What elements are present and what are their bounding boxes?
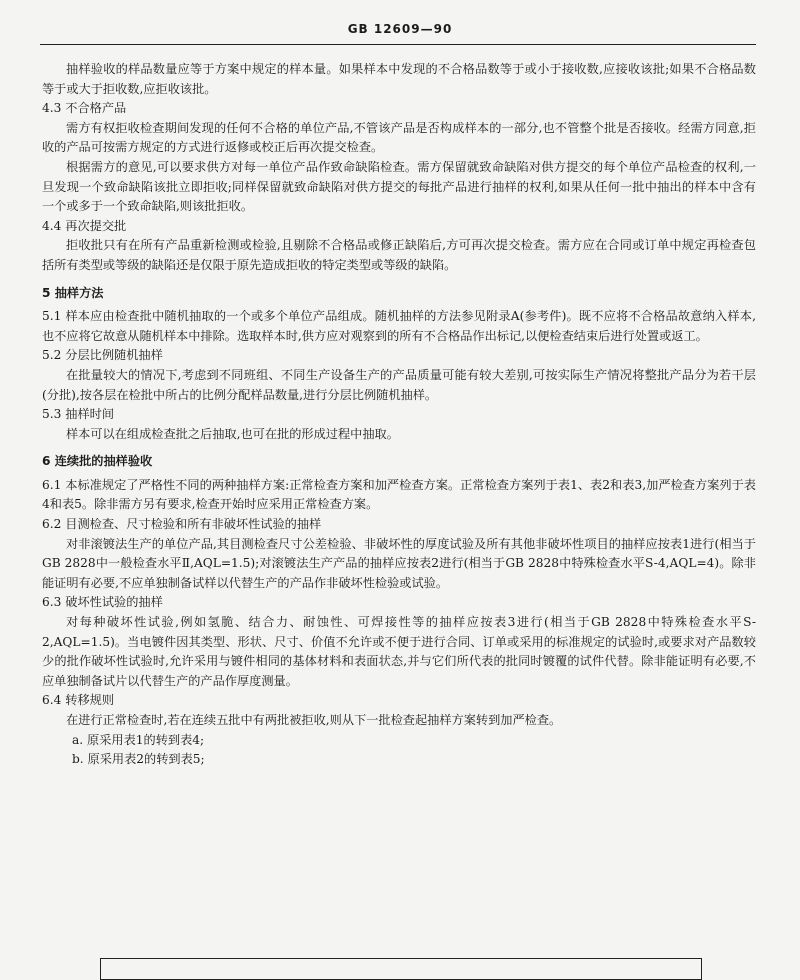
table-frame-top xyxy=(100,958,702,980)
heading-section-6: 6 连续批的抽样验收 xyxy=(42,454,153,469)
standard-number-header: GB 12609—90 xyxy=(347,22,453,36)
heading-4-3: 4.3 不合格产品 xyxy=(42,101,127,116)
paragraph-resubmission: 拒收批只有在所有产品重新检测或检验,且剔除不合格品或修正缺陷后,方可再次提交检查。需方应在合同或订单中规定再检查包括所有类型或等级的缺陷还是仅限于原先造成拒收的特定类型或等级的缺陷。 xyxy=(42,238,756,272)
paragraph-switching: 在进行正常检查时,若在连续五批中有两批被拒收,则从下一批检查起抽样方案转到加严检查。 xyxy=(66,713,562,727)
heading-6-3: 6.3 破坏性试验的抽样 xyxy=(42,595,163,610)
heading-section-5: 5 抽样方法 xyxy=(42,285,104,300)
header-rule xyxy=(40,44,756,45)
heading-5-3: 5.3 抽样时间 xyxy=(42,407,115,422)
document-body xyxy=(42,60,756,770)
heading-6-4: 6.4 转移规则 xyxy=(42,693,115,708)
paragraph-acceptance: 抽样验收的样品数量应等于方案中规定的样本量。如果样本中发现的不合格品数等于或小于接收数,应接收该批;如果不合格品数等于或大于拒收数,应拒收该批。 xyxy=(42,62,756,96)
paragraph-sampling-time: 样本可以在组成检查批之后抽取,也可在批的形成过程中抽取。 xyxy=(66,426,399,441)
list-item-a: a. 原采用表1的转到表4; xyxy=(72,732,205,747)
list-item-b: b. 原采用表2的转到表5; xyxy=(72,752,205,767)
paragraph-critical-defects: 根据需方的意见,可以要求供方对每一单位产品作致命缺陷检查。需方保留就致命缺陷对供方提交的每个单位产品检查的权利,一旦发现一个致命缺陷该批立即拒收;同样保留就致命缺陷对供方提交的每批产品进行抽样的权利,如果从任何一批中抽出的样本中含有一个或多于一个致命缺陷,则该批拒收。 xyxy=(42,159,756,214)
paragraph-nondestructive: 对非滚镀法生产的单位产品,其目测检查尺寸公差检验、非破坏性的厚度试验及所有其他非破坏性项目的抽样应按表1进行(相当于GB 2828中一般检查水平Ⅱ,AQL=1.5);对滚镀法生产产品的抽样应按表2进行(相当于GB 2828中特殊检查水平S-4,AQL=4)。除非能证明有必要,不应单独制备试样以代替生产的产品作非破坏性检验或试验。 xyxy=(42,536,756,590)
paragraph-destructive: 对每种破坏性试验,例如氢脆、结合力、耐蚀性、可焊接性等的抽样应按表3进行(相当于GB 2828中特殊检查水平S-2,AQL=1.5)。当电镀件因其类型、形状、尺寸、价值不允许或不便于进行合同、订单或采用的标准规定的试验时,或要求对产品数较少的批作破坏性试验时,允许采用与镀件相同的基体材料和表面状态,并与它们所代表的批同时镀覆的试件代替。除非能证明有必要,不应单独制备试片以代替生产的产品作厚度测量。 xyxy=(42,615,756,688)
heading-4-4: 4.4 再次提交批 xyxy=(42,218,127,233)
heading-6-2: 6.2 目测检查、尺寸检验和所有非破坏性试验的抽样 xyxy=(42,517,322,532)
paragraph-6-1: 6.1 本标准规定了严格性不同的两种抽样方案:正常检查方案和加严检查方案。正常检查方案列于表1、表2和表3,加严检查方案列于表4和表5。除非需方另有要求,检查开始时应采用正常检查方案。 xyxy=(42,477,756,512)
paragraph-stratified: 在批量较大的情况下,考虑到不同班组、不同生产设备生产的产品质量可能有较大差别,可按实际生产情况将整批产品分为若干层(分批),按各层在检批中所占的比例分配样品数量,进行分层比例随机抽样。 xyxy=(42,367,756,402)
paragraph-rejection-rights: 需方有权拒收检查期间发现的任何不合格的单位产品,不管该产品是否构成样本的一部分,也不管整个批是否接收。经需方同意,拒收的产品可按需方规定的方式进行返修或校正后再次提交检查。 xyxy=(42,120,756,155)
paragraph-5-1: 5.1 样本应由检查批中随机抽取的一个或多个单位产品组成。随机抽样的方法参见附录A(参考件)。既不应将不合格品故意纳入样本,也不应将它故意从随机样本中排除。选取样本时,供方应对观察到的所有不合格品作出标记,以便检查结束后进行处置或返工。 xyxy=(42,309,756,343)
heading-5-2: 5.2 分层比例随机抽样 xyxy=(42,348,163,363)
